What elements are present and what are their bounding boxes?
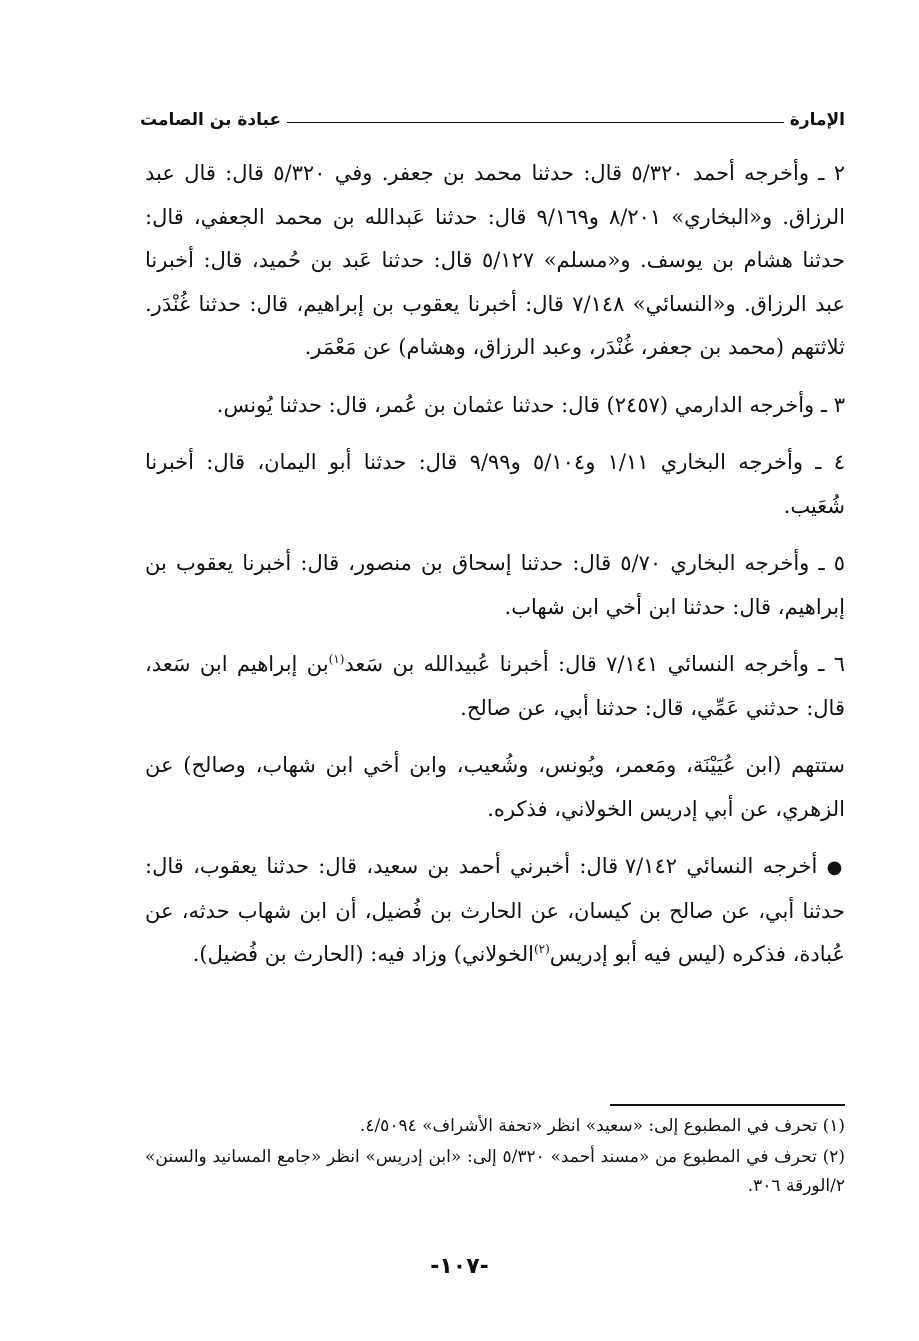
- paragraph-bullet: [145, 845, 845, 977]
- footnote-2: (٢) تحرف في المطبوع من «مسند أحمد» ٥/٣٢٠ إلى: «ابن إدريس» انظر «جامع المسانيد والسنن» ٢/الورقة ٣٠٦.: [145, 1147, 845, 1196]
- footnotes: [145, 1112, 845, 1203]
- paragraph-3: ٣ ـ وأخرجه الدارمي (٢٤٥٧) قال: حدثنا عثمان بن عُمر، قال: حدثنا يُونس.: [216, 392, 845, 417]
- header-rule: [287, 122, 784, 123]
- paragraph-2: ٢ ـ وأخرجه أحمد ٥/٣٢٠ قال: حدثنا محمد بن جعفر. وفي ٥/٣٢٠ قال: قال عبد الرزاق. و«البخاري» ٨/٢٠١ و٩/١٦٩ قال: حدثنا عَبدالله بن محمد الجعفي، قال: حدثنا هشام بن يوسف. و«مسلم» ٥/١٢٧ قال: حدثنا عَبد بن حُميد، قال: أخبرنا عبد الرزاق. و«النسائي» ٧/١٤٨ قال: أخبرنا يعقوب بن إبراهيم، قال: حدثنا غُنْدَر. ثلاثتهم (محمد بن جعفر، غُنْدَر، وعبد الرزاق، وهشام) عن مَعْمَر.: [145, 161, 846, 359]
- header-section-title: الإمارة: [789, 110, 845, 130]
- paragraph-4: ٤ ـ وأخرجه البخاري ١/١١ و٥/١٠٤ و٩/٩٩ قال: حدثنا أبو اليمان، قال: أخبرنا شُعَيب.: [145, 450, 845, 518]
- header-author-name: عبادة بن الصامت: [140, 110, 282, 130]
- paragraph-summary: ستتهم (ابن عُيَيْنَة، ومَعمر، ويُونس، وشُعيب، وابن أخي ابن شهاب، وصالح) عن الزهري، عن أبي إدريس الخولاني، فذكره.: [145, 753, 845, 821]
- paragraph-6-text-start: ٦ ـ وأخرجه النسائي ٧/١٤١ قال: أخبرنا عُبيدالله بن سَعد: [344, 652, 845, 676]
- running-header: [140, 96, 845, 130]
- footnote-ref-1[interactable]: (١): [328, 652, 345, 666]
- paragraph-5: ٥ ـ وأخرجه البخاري ٥/٧٠ قال: حدثنا إسحاق بن منصور، قال: أخبرنا يعقوب بن إبراهيم، قال: حدثنا ابن أخي ابن شهاب.: [145, 551, 845, 619]
- page-number: -١٠٧-: [430, 1254, 489, 1279]
- paragraph-bullet-text-end: الخولاني) وزاد فيه: (الحارث بن فُضيل).: [192, 942, 534, 966]
- footnote-1: (١) تحرف في المطبوع إلى: «سعيد» انظر «تحفة الأشراف» ٤/٥٠٩٤.: [359, 1116, 845, 1136]
- paragraph-6-text-end: بن إبراهيم ابن سَعد، قال: حدثني عَمِّي، قال: حدثنا أبي، عن صالح.: [145, 652, 845, 720]
- paragraph-6: [145, 643, 845, 730]
- main-text: [145, 152, 845, 991]
- paragraph-bullet-text-start: أخرجه النسائي ٧/١٤٢ قال: أخبرني أحمد بن سعيد، قال: حدثنا يعقوب، قال: حدثنا أبي، عن صالح بن كيسان، عن الحارث بن فُضيل، أن ابن شهاب حدثه، عن عُبادة، فذكره (ليس فيه أبو إدريس: [145, 854, 845, 966]
- footnote-divider: [610, 1104, 845, 1106]
- footnote-ref-2[interactable]: (٢): [533, 942, 550, 956]
- bullet-icon: ●: [826, 857, 845, 878]
